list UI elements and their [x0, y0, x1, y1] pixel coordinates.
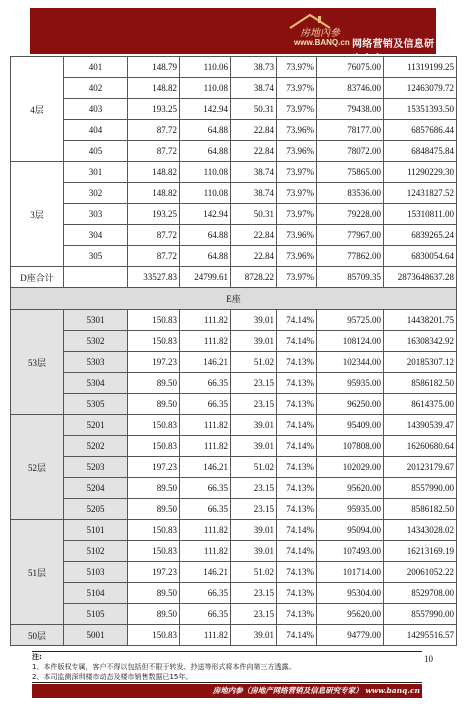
e-value-cell: 95935.00 [317, 373, 384, 394]
e-value-cell: 74.14% [277, 436, 317, 457]
d-value-cell: 38.73 [231, 57, 277, 78]
room-number: 5104 [64, 583, 128, 604]
d-value-cell: 73.97% [277, 78, 317, 99]
e-value-cell: 74.13% [277, 604, 317, 625]
e-value-cell: 74.14% [277, 520, 317, 541]
table-row [11, 373, 457, 394]
e-value-cell: 95725.00 [317, 310, 384, 331]
e-value-cell: 66.35 [180, 499, 231, 520]
d-value-cell: 193.25 [128, 204, 180, 225]
e-value-cell: 39.01 [231, 520, 277, 541]
section-title: E座 [11, 288, 457, 310]
total-value-cell: 33527.83 [128, 267, 180, 288]
e-value-cell: 96250.00 [317, 394, 384, 415]
e-value-cell: 107808.00 [317, 436, 384, 457]
e-value-cell: 108124.00 [317, 331, 384, 352]
e-value-cell: 66.35 [180, 394, 231, 415]
room-number: 302 [64, 183, 128, 204]
d-value-cell: 76075.00 [317, 57, 384, 78]
table-row [11, 352, 457, 373]
e-value-cell: 23.15 [231, 373, 277, 394]
table-row [11, 204, 457, 225]
e-value-cell: 16260680.64 [384, 436, 457, 457]
e-value-cell: 39.01 [231, 436, 277, 457]
room-number: 5202 [64, 436, 128, 457]
e-value-cell: 14295516.57 [384, 625, 457, 646]
d-value-cell: 73.96% [277, 120, 317, 141]
d-value-cell: 87.72 [128, 120, 180, 141]
table-row [11, 331, 457, 352]
d-value-cell: 87.72 [128, 225, 180, 246]
d-value-cell: 193.25 [128, 99, 180, 120]
d-value-cell: 22.84 [231, 141, 277, 162]
room-number: 5301 [64, 310, 128, 331]
e-value-cell: 95094.00 [317, 520, 384, 541]
e-value-cell: 111.82 [180, 415, 231, 436]
total-value-cell: 73.97% [277, 267, 317, 288]
e-value-cell: 111.82 [180, 310, 231, 331]
room-number: 5103 [64, 562, 128, 583]
d-value-cell: 148.82 [128, 162, 180, 183]
e-value-cell: 23.15 [231, 583, 277, 604]
d-value-cell: 142.94 [180, 204, 231, 225]
e-value-cell: 102344.00 [317, 352, 384, 373]
d-value-cell: 64.88 [180, 141, 231, 162]
e-value-cell: 150.83 [128, 625, 180, 646]
d-value-cell: 73.97% [277, 183, 317, 204]
room-number: 5303 [64, 352, 128, 373]
d-value-cell: 148.82 [128, 183, 180, 204]
e-value-cell: 74.13% [277, 394, 317, 415]
d-value-cell: 64.88 [180, 225, 231, 246]
table-row [11, 183, 457, 204]
e-value-cell: 8557990.00 [384, 604, 457, 625]
d-value-cell: 148.79 [128, 57, 180, 78]
d-value-cell: 110.08 [180, 78, 231, 99]
e-value-cell: 111.82 [180, 520, 231, 541]
e-value-cell: 20061052.22 [384, 562, 457, 583]
e-value-cell: 74.13% [277, 373, 317, 394]
d-value-cell: 50.31 [231, 204, 277, 225]
d-value-cell: 73.96% [277, 141, 317, 162]
d-value-cell: 6857686.44 [384, 120, 457, 141]
table-row [11, 57, 457, 78]
d-value-cell: 12463079.72 [384, 78, 457, 99]
d-value-cell: 87.72 [128, 246, 180, 267]
room-number: 305 [64, 246, 128, 267]
e-value-cell: 39.01 [231, 541, 277, 562]
e-value-cell: 74.13% [277, 457, 317, 478]
d-value-cell: 73.97% [277, 57, 317, 78]
room-number: 5203 [64, 457, 128, 478]
e-value-cell: 8586182.50 [384, 373, 457, 394]
total-value-cell: 8728.22 [231, 267, 277, 288]
d-value-cell: 83746.00 [317, 78, 384, 99]
e-value-cell: 150.83 [128, 310, 180, 331]
e-value-cell: 23.15 [231, 394, 277, 415]
e-value-cell: 16213169.19 [384, 541, 457, 562]
d-value-cell: 22.84 [231, 120, 277, 141]
table-row [11, 246, 457, 267]
room-number: 5205 [64, 499, 128, 520]
total-row [11, 267, 457, 288]
e-value-cell: 51.02 [231, 562, 277, 583]
d-value-cell: 50.31 [231, 99, 277, 120]
table-row [11, 415, 457, 436]
e-value-cell: 23.15 [231, 478, 277, 499]
table-row [11, 310, 457, 331]
d-value-cell: 79228.00 [317, 204, 384, 225]
d-value-cell: 11290229.30 [384, 162, 457, 183]
d-value-cell: 78072.00 [317, 141, 384, 162]
e-value-cell: 150.83 [128, 436, 180, 457]
table-row [11, 436, 457, 457]
e-value-cell: 111.82 [180, 331, 231, 352]
e-value-cell: 8614375.00 [384, 394, 457, 415]
e-value-cell: 74.13% [277, 583, 317, 604]
room-number: 403 [64, 99, 128, 120]
d-value-cell: 148.82 [128, 78, 180, 99]
d-value-cell: 73.97% [277, 99, 317, 120]
table-row [11, 457, 457, 478]
total-value-cell [64, 267, 128, 288]
e-value-cell: 39.01 [231, 415, 277, 436]
e-value-cell: 89.50 [128, 394, 180, 415]
e-value-cell: 150.83 [128, 541, 180, 562]
room-number: 5305 [64, 394, 128, 415]
room-number: 405 [64, 141, 128, 162]
d-value-cell: 110.08 [180, 183, 231, 204]
floor-label: 51层 [11, 520, 64, 625]
e-value-cell: 101714.00 [317, 562, 384, 583]
table-row [11, 225, 457, 246]
e-value-cell: 39.01 [231, 331, 277, 352]
note-title: 注: [32, 653, 42, 661]
e-value-cell: 146.21 [180, 457, 231, 478]
e-value-cell: 107493.00 [317, 541, 384, 562]
d-value-cell: 12431827.52 [384, 183, 457, 204]
e-value-cell: 74.14% [277, 625, 317, 646]
e-value-cell: 20123179.67 [384, 457, 457, 478]
room-number: 5001 [64, 625, 128, 646]
e-value-cell: 95935.00 [317, 499, 384, 520]
e-value-cell: 89.50 [128, 583, 180, 604]
d-value-cell: 6848475.84 [384, 141, 457, 162]
room-number: 5105 [64, 604, 128, 625]
d-value-cell: 79438.00 [317, 99, 384, 120]
total-value-cell: 2873648637.28 [384, 267, 457, 288]
e-value-cell: 14343028.02 [384, 520, 457, 541]
e-value-cell: 8557990.00 [384, 478, 457, 499]
page-number: 10 [424, 654, 433, 664]
d-value-cell: 64.88 [180, 120, 231, 141]
e-value-cell: 95620.00 [317, 478, 384, 499]
d-value-cell: 78177.00 [317, 120, 384, 141]
e-value-cell: 150.83 [128, 331, 180, 352]
d-value-cell: 64.88 [180, 246, 231, 267]
header-banner [30, 8, 436, 65]
e-value-cell: 66.35 [180, 478, 231, 499]
e-value-cell: 39.01 [231, 625, 277, 646]
e-value-cell: 16308342.92 [384, 331, 457, 352]
d-value-cell: 22.84 [231, 225, 277, 246]
table-row [11, 583, 457, 604]
e-value-cell: 74.14% [277, 541, 317, 562]
d-value-cell: 38.74 [231, 162, 277, 183]
room-number: 301 [64, 162, 128, 183]
e-value-cell: 74.13% [277, 562, 317, 583]
e-value-cell: 111.82 [180, 541, 231, 562]
e-value-cell: 66.35 [180, 604, 231, 625]
e-value-cell: 197.23 [128, 562, 180, 583]
section-row [11, 288, 457, 310]
d-value-cell: 6839265.24 [384, 225, 457, 246]
e-value-cell: 150.83 [128, 520, 180, 541]
d-value-cell: 38.74 [231, 183, 277, 204]
e-value-cell: 89.50 [128, 499, 180, 520]
e-value-cell: 20185307.12 [384, 352, 457, 373]
room-number: 5204 [64, 478, 128, 499]
d-value-cell: 142.94 [180, 99, 231, 120]
table-row [11, 141, 457, 162]
e-value-cell: 95304.00 [317, 583, 384, 604]
table-row [11, 604, 457, 625]
brand-name: 房地內參 [300, 28, 340, 39]
d-value-cell: 77862.00 [317, 246, 384, 267]
room-number: 304 [64, 225, 128, 246]
e-value-cell: 146.21 [180, 562, 231, 583]
table-row [11, 520, 457, 541]
table-row [11, 499, 457, 520]
e-value-cell: 39.01 [231, 310, 277, 331]
e-value-cell: 51.02 [231, 457, 277, 478]
room-number: 5302 [64, 331, 128, 352]
e-value-cell: 23.15 [231, 604, 277, 625]
room-number: 404 [64, 120, 128, 141]
room-number: 5304 [64, 373, 128, 394]
e-value-cell: 74.14% [277, 310, 317, 331]
table-row [11, 541, 457, 562]
d-value-cell: 15351393.50 [384, 99, 457, 120]
e-value-cell: 74.13% [277, 352, 317, 373]
e-value-cell: 66.35 [180, 583, 231, 604]
d-value-cell: 110.08 [180, 162, 231, 183]
e-value-cell: 150.83 [128, 415, 180, 436]
e-value-cell: 51.02 [231, 352, 277, 373]
e-value-cell: 95620.00 [317, 604, 384, 625]
d-value-cell: 73.97% [277, 162, 317, 183]
table-row [11, 625, 457, 646]
floor-label: 3层 [11, 162, 64, 267]
sales-table [10, 56, 457, 646]
e-value-cell: 14438201.75 [384, 310, 457, 331]
table-row [11, 120, 457, 141]
room-number: 303 [64, 204, 128, 225]
d-value-cell: 73.97% [277, 204, 317, 225]
d-value-cell: 110.06 [180, 57, 231, 78]
e-value-cell: 111.82 [180, 625, 231, 646]
table-row [11, 562, 457, 583]
room-number: 402 [64, 78, 128, 99]
floor-label: 53层 [11, 310, 64, 415]
table-row [11, 394, 457, 415]
e-value-cell: 94779.00 [317, 625, 384, 646]
e-value-cell: 89.50 [128, 604, 180, 625]
table-row [11, 78, 457, 99]
d-value-cell: 77967.00 [317, 225, 384, 246]
floor-label: 4层 [11, 57, 64, 162]
e-value-cell: 66.35 [180, 373, 231, 394]
note-line-1: 1、本件版权专属，客户不得以包括但不限于转发、抄送等形式将本件向第三方透露。 [32, 663, 296, 671]
e-value-cell: 8586182.50 [384, 499, 457, 520]
e-value-cell: 146.21 [180, 352, 231, 373]
note-box [32, 651, 422, 683]
d-value-cell: 73.96% [277, 225, 317, 246]
d-value-cell: 38.74 [231, 78, 277, 99]
e-value-cell: 74.13% [277, 499, 317, 520]
d-value-cell: 75865.00 [317, 162, 384, 183]
room-number: 401 [64, 57, 128, 78]
e-value-cell: 197.23 [128, 352, 180, 373]
floor-label: 52层 [11, 415, 64, 520]
room-number: 5201 [64, 415, 128, 436]
note-line-2: 2、本司监测深圳楼市动态及楼市销售数据已15年。 [32, 673, 193, 681]
e-value-cell: 111.82 [180, 436, 231, 457]
room-number: 5101 [64, 520, 128, 541]
table-row [11, 478, 457, 499]
e-value-cell: 74.14% [277, 415, 317, 436]
e-value-cell: 95409.00 [317, 415, 384, 436]
e-value-cell: 74.13% [277, 478, 317, 499]
footer-banner: 房地内参（房地产网络营销及信息研究专家） www.banq.cn [32, 684, 422, 698]
e-value-cell: 89.50 [128, 373, 180, 394]
total-label: D座合计 [11, 267, 64, 288]
e-value-cell: 8529708.00 [384, 583, 457, 604]
e-value-cell: 23.15 [231, 499, 277, 520]
e-value-cell: 74.14% [277, 331, 317, 352]
table-row [11, 99, 457, 120]
brand-url: www.BANQ.cn [294, 38, 350, 47]
total-value-cell: 85709.35 [317, 267, 384, 288]
d-value-cell: 73.96% [277, 246, 317, 267]
brand-title: 网络营销及信息研究专家 [352, 39, 435, 65]
d-value-cell: 15310811.00 [384, 204, 457, 225]
e-value-cell: 14390539.47 [384, 415, 457, 436]
table-row [11, 162, 457, 183]
d-value-cell: 22.84 [231, 246, 277, 267]
floor-label: 50层 [11, 625, 64, 646]
e-value-cell: 102029.00 [317, 457, 384, 478]
e-value-cell: 197.23 [128, 457, 180, 478]
total-value-cell: 24799.61 [180, 267, 231, 288]
d-value-cell: 11319199.25 [384, 57, 457, 78]
room-number: 5102 [64, 541, 128, 562]
e-value-cell: 89.50 [128, 478, 180, 499]
d-value-cell: 6830054.64 [384, 246, 457, 267]
d-value-cell: 83536.00 [317, 183, 384, 204]
d-value-cell: 87.72 [128, 141, 180, 162]
